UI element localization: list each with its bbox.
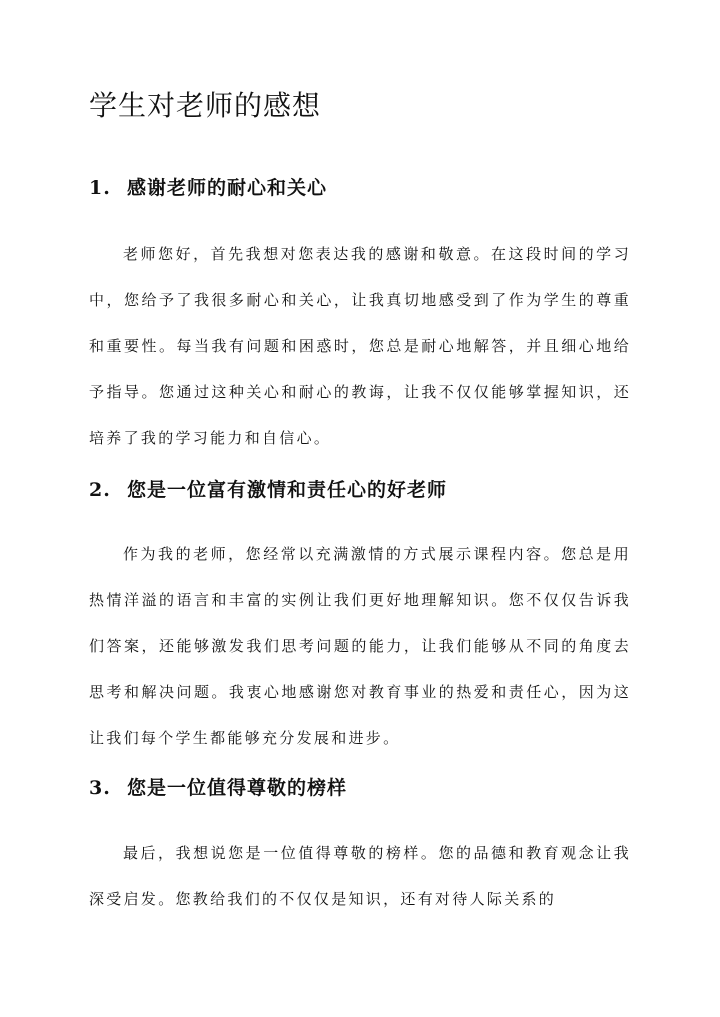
section-paragraph-3: 最后，我想说您是一位值得尊敬的榜样。您的品德和教育观念让我深受启发。您教给我们的不仅仅是知识，还有对待人际关系的 [89,844,631,908]
section-heading-text-3: 您是一位值得尊敬的榜样 [127,777,348,799]
section-number-3: 3. [89,777,111,799]
section-heading-3 [89,774,347,802]
section-heading-1 [89,174,327,202]
section-number-2: 2. [89,479,111,501]
document-title: 学生对老师的感想 [89,89,322,122]
section-paragraph-1: 老师您好，首先我想对您表达我的感谢和敬意。在这段时间的学习中，您给予了我很多耐心和关心，让我真切地感受到了作为学生的尊重和重要性。每当我有问题和困惑时，您总是耐心地解答，并且细心地给予指导。您通过这种关心和耐心的教诲，让我不仅仅能够掌握知识，还培养了我的学习能力和自信心。 [89,245,631,447]
section-paragraph-2: 作为我的老师，您经常以充满激情的方式展示课程内容。您总是用热情洋溢的语言和丰富的实例让我们更好地理解知识。您不仅仅告诉我们答案，还能够激发我们思考问题的能力，让我们能够从不同的角度去思考和解决问题。我衷心地感谢您对教育事业的热爱和责任心，因为这让我们每个学生都能够充分发展和进步。 [89,545,631,747]
section-number-1: 1. [89,177,111,199]
section-heading-text-2: 您是一位富有激情和责任心的好老师 [127,479,448,501]
section-heading-text-1: 感谢老师的耐心和关心 [127,177,328,199]
section-heading-2 [89,476,447,504]
